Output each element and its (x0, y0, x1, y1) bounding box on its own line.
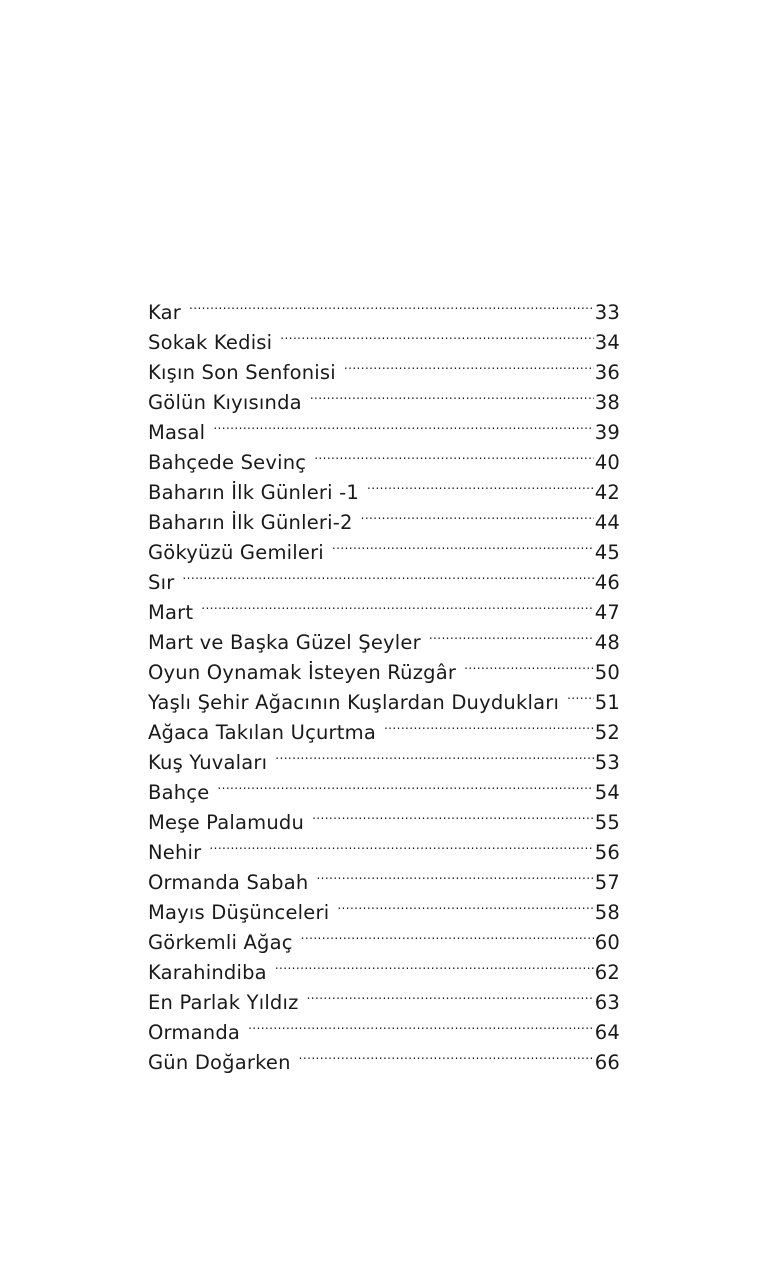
toc-entry-title: Kuş Yuvaları (148, 751, 268, 774)
toc-dot-leader (332, 529, 594, 559)
toc-entry (148, 769, 620, 804)
toc-entry (148, 439, 620, 474)
toc-dot-leader (567, 679, 594, 709)
toc-entry-title: Sokak Kedisi (148, 331, 273, 354)
toc-entry-title: Mart (148, 601, 194, 624)
toc-entry-title: Gün Doğarken (148, 1051, 291, 1074)
toc-entry (148, 589, 620, 624)
toc-entry-page-number: 51 (594, 691, 620, 714)
toc-dot-leader (217, 769, 593, 799)
toc-dot-leader (275, 739, 594, 769)
toc-entry-page-number: 57 (594, 871, 620, 894)
toc-entry-page-number: 55 (594, 811, 620, 834)
toc-dot-leader (189, 289, 594, 319)
toc-entry (148, 289, 620, 324)
toc-dot-leader (337, 889, 593, 919)
toc-entry-page-number: 60 (594, 931, 620, 954)
toc-entry-title: Baharın İlk Günleri-2 (148, 511, 353, 534)
toc-entry (148, 409, 620, 444)
toc-dot-leader (361, 499, 594, 529)
toc-entry-title: Mart ve Başka Güzel Şeyler (148, 631, 421, 654)
toc-dot-leader (367, 469, 594, 499)
toc-entry-title: Karahindiba (148, 961, 267, 984)
toc-entry-page-number: 36 (594, 361, 620, 384)
table-of-contents (148, 289, 620, 1074)
toc-entry-page-number: 58 (594, 901, 620, 924)
toc-entry-page-number: 44 (594, 511, 620, 534)
toc-dot-leader (182, 559, 593, 589)
toc-dot-leader (316, 859, 593, 889)
toc-entry-title: Gölün Kıyısında (148, 391, 302, 414)
toc-entry-title: Oyun Oynamak İsteyen Rüzgâr (148, 661, 457, 684)
toc-entry-page-number: 46 (594, 571, 620, 594)
toc-entry (148, 829, 620, 864)
toc-entry-title: Ormanda Sabah (148, 871, 309, 894)
toc-entry-title: Kar (148, 301, 182, 324)
toc-entry-title: Gökyüzü Gemileri (148, 541, 324, 564)
toc-entry-title: Sır (148, 571, 175, 594)
toc-entry (148, 619, 620, 654)
toc-dot-leader (314, 439, 594, 469)
toc-entry-page-number: 45 (594, 541, 620, 564)
toc-entry-page-number: 48 (594, 631, 620, 654)
toc-entry-title: Ormanda (148, 1021, 241, 1044)
toc-dot-leader (201, 589, 594, 619)
toc-entry-page-number: 53 (594, 751, 620, 774)
toc-entry (148, 559, 620, 594)
toc-dot-leader (344, 349, 594, 379)
toc-entry (148, 799, 620, 834)
toc-dot-leader (275, 949, 594, 979)
toc-entry-page-number: 54 (594, 781, 620, 804)
toc-entry-title: Bahçede Sevinç (148, 451, 307, 474)
toc-entry-page-number: 39 (594, 421, 620, 444)
toc-entry-page-number: 56 (594, 841, 620, 864)
toc-dot-leader (310, 379, 594, 409)
toc-entry-page-number: 40 (594, 451, 620, 474)
toc-entry-page-number: 34 (594, 331, 620, 354)
toc-entry-title: Mayıs Düşünceleri (148, 901, 330, 924)
toc-entry-title: Masal (148, 421, 206, 444)
toc-entry-title: Baharın İlk Günleri -1 (148, 481, 360, 504)
toc-entry-title: Meşe Palamudu (148, 811, 305, 834)
toc-entry (148, 859, 620, 894)
toc-entry-page-number: 42 (594, 481, 620, 504)
toc-entry-page-number: 47 (594, 601, 620, 624)
toc-entry-page-number: 64 (594, 1021, 620, 1044)
toc-dot-leader (307, 979, 594, 1009)
toc-dot-leader (384, 709, 594, 739)
toc-dot-leader (312, 799, 594, 829)
toc-entry-page-number: 50 (594, 661, 620, 684)
toc-dot-leader (301, 919, 594, 949)
toc-entry-page-number: 33 (594, 301, 620, 324)
toc-entry-title: Yaşlı Şehir Ağacının Kuşlardan Duydukları (148, 691, 560, 714)
toc-entry-title: Görkemli Ağaç (148, 931, 293, 954)
toc-dot-leader (213, 409, 593, 439)
toc-dot-leader (209, 829, 593, 859)
toc-dot-leader (429, 619, 594, 649)
toc-entry-title: Ağaca Takılan Uçurtma (148, 721, 376, 744)
toc-entry-page-number: 52 (594, 721, 620, 744)
toc-entry (148, 319, 620, 354)
toc-entry-title: Nehir (148, 841, 202, 864)
toc-entry-page-number: 62 (594, 961, 620, 984)
toc-dot-leader (299, 1039, 594, 1069)
toc-dot-leader (464, 649, 594, 679)
toc-entry-page-number: 66 (594, 1051, 620, 1074)
toc-dot-leader (248, 1009, 594, 1039)
toc-entry-title: En Parlak Yıldız (148, 991, 299, 1014)
toc-entry-page-number: 38 (594, 391, 620, 414)
toc-dot-leader (280, 319, 593, 349)
toc-entry-title: Bahçe (148, 781, 210, 804)
toc-entry-title: Kışın Son Senfonisi (148, 361, 336, 384)
toc-entry-page-number: 63 (594, 991, 620, 1014)
